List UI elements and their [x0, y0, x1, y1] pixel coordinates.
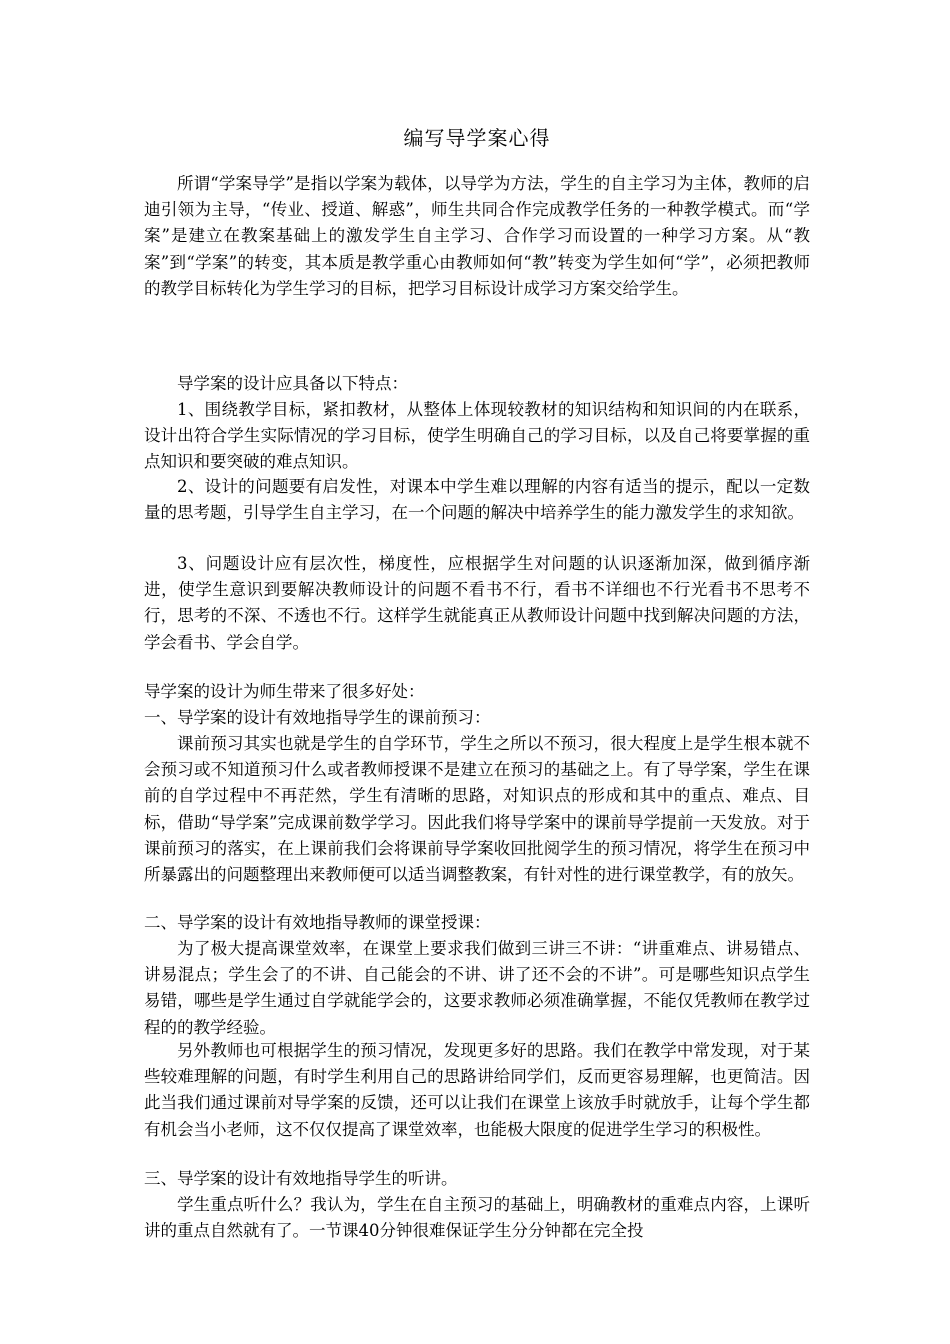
- section-heading-2: 二、导学案的设计有效地指导教师的课堂授课：: [144, 913, 491, 932]
- paragraph-section-3: 学生重点听什么？我认为，学生在自主预习的基础上，明确教材的重难点内容，上课听讲的重点自然就有了。一节课40分钟很难保证学生分分钟都在完全投: [144, 1195, 810, 1241]
- paragraph-intro: 所谓“学案导学”是指以学案为载体，以导学为方法，学生的自主学习为主体，教师的启迪引领为主导，“传业、授道、解惑”，师生共同合作完成教学任务的一种教学模式。而“学案”是建立在教案基础上的激发学生自主学习、合作学习而设置的一种学习方案。从“教案”到“学案”的转变，其本质是教学重心由教师如何“教”转变为学生如何“学”，必须把教师的教学目标转化为学生学习的目标，把学习目标设计成学习方案交给学生。: [144, 174, 810, 298]
- paragraph-feature-2: 2、设计的问题要有启发性，对课本中学生难以理解的内容有适当的提示，配以一定数量的思考题，引导学生自主学习，在一个问题的解决中培养学生的能力激发学生的求知欲。: [144, 477, 810, 523]
- paragraph-feature-1: 1、围绕教学目标，紧扣教材，从整体上体现较教材的知识结构和知识间的内在联系，设计出符合学生实际情况的学习目标，使学生明确自己的学习目标，以及自己将要掌握的重点知识和要突破的难点知识。: [144, 400, 810, 472]
- document-page: [144, 0, 810, 1344]
- paragraph-section-2a: 为了极大提高课堂效率，在课堂上要求我们做到三讲三不讲：“讲重难点、讲易错点、讲易混点；学生会了的不讲、自己能会的不讲、讲了还不会的不讲”。可是哪些知识点学生易错，哪些是学生通过自学就能学会的，这要求教师必须准确掌握，不能仅凭教师在教学过程的的教学经验。: [144, 939, 810, 1037]
- paragraph-section-2b: 另外教师也可根据学生的预习情况，发现更多好的思路。我们在教学中常发现，对于某些较难理解的问题，有时学生利用自己的思路讲给同学们，反而更容易理解，也更简洁。因此当我们通过课前对导学案的反馈，还可以让我们在课堂上该放手时就放手，让每个学生都有机会当小老师，这不仅仅提高了课堂效率，也能极大限度的促进学生学习的积极性。: [144, 1041, 810, 1139]
- section-heading-1: 一、导学案的设计有效地指导学生的课前预习：: [144, 708, 491, 727]
- section-heading-3: 三、导学案的设计有效地指导学生的听讲。: [144, 1169, 458, 1188]
- paragraph-section-1: 课前预习其实也就是学生的自学环节，学生之所以不预习，很大程度上是学生根本就不会预习或不知道预习什么或者教师授课不是建立在预习的基础之上。有了导学案，学生在课前的自学过程中不再茫然，学生有清晰的思路，对知识点的形成和其中的重点、难点、目标，借助“导学案”完成课前数学学习。因此我们将导学案中的课前导学提前一天发放。对于课前预习的落实，在上课前我们会将课前导学案收回批阅学生的预习情况，将学生在预习中所暴露出的问题整理出来教师便可以适当调整教案，有针对性的进行课堂教学，有的放矢。: [144, 734, 810, 885]
- paragraph-features-heading: 导学案的设计应具备以下特点：: [177, 374, 408, 393]
- paragraph-feature-3: 3、问题设计应有层次性，梯度性，应根据学生对问题的认识逐渐加深，做到循序渐进，使学生意识到要解决教师设计的问题不看书不行，看书不详细也不行光看书不思考不行，思考的不深、不透也不行。这样学生就能真正从教师设计问题中找到解决问题的方法，学会看书、学会自学。: [144, 554, 810, 652]
- paragraph-benefits-heading: 导学案的设计为师生带来了很多好处：: [144, 682, 425, 701]
- document-title: 编写导学案心得: [403, 126, 551, 150]
